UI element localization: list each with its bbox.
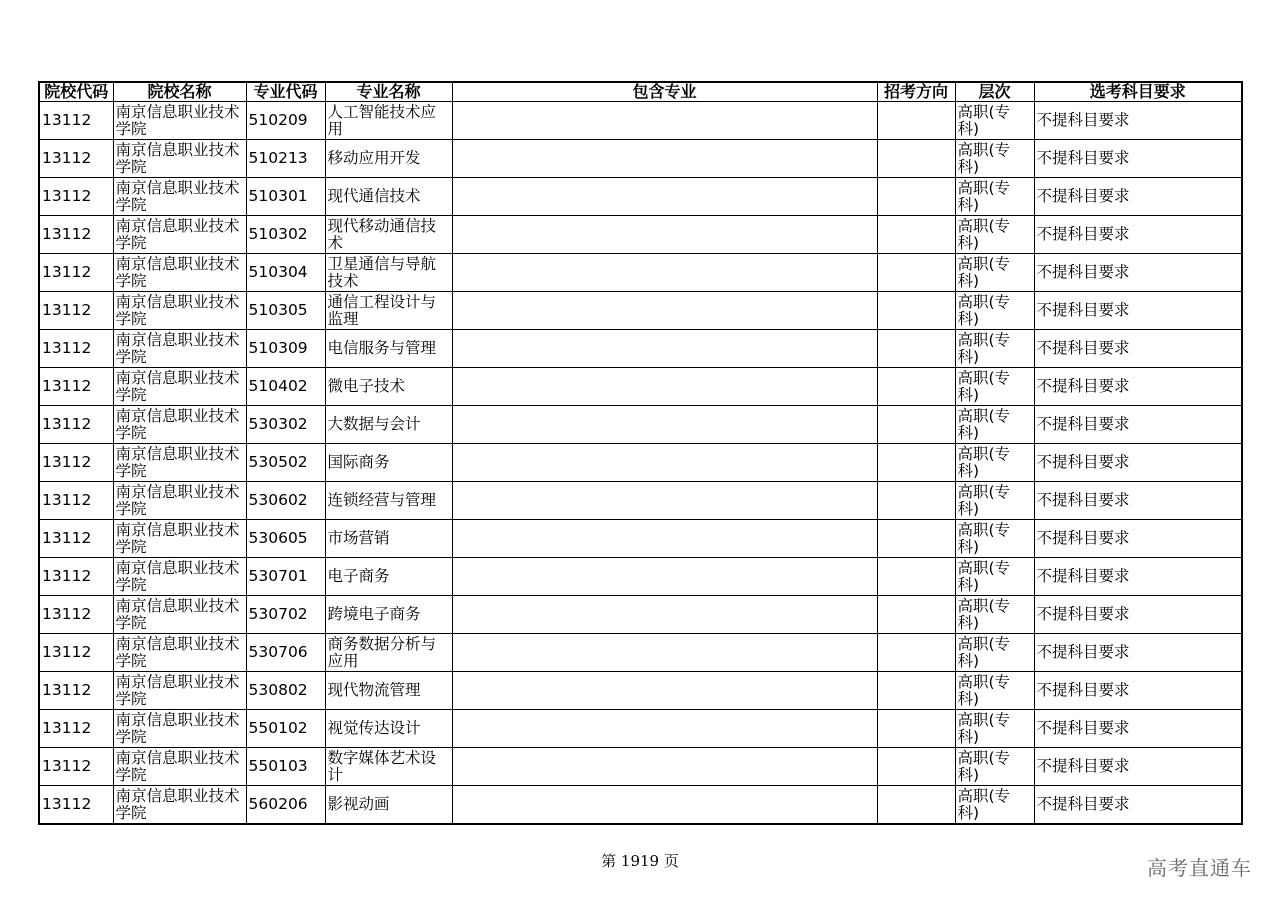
cell-included-majors xyxy=(452,102,877,140)
cell-major-code: 510302 xyxy=(246,216,325,254)
cell-major-code: 510304 xyxy=(246,254,325,292)
watermark: 高考直通车 xyxy=(1147,856,1252,880)
table-row xyxy=(39,216,1242,254)
cell-included-majors xyxy=(452,672,877,710)
table-row xyxy=(39,710,1242,748)
cell-major-code: 530302 xyxy=(246,406,325,444)
cell-school-name: 南京信息职业技术学院 xyxy=(113,140,246,178)
cell-school-name: 南京信息职业技术学院 xyxy=(113,292,246,330)
cell-direction xyxy=(877,520,955,558)
cell-school-code: 13112 xyxy=(39,254,113,292)
cell-school-name: 南京信息职业技术学院 xyxy=(113,596,246,634)
cell-level: 高职(专科) xyxy=(955,140,1034,178)
cell-requirement: 不提科目要求 xyxy=(1034,558,1242,596)
cell-level: 高职(专科) xyxy=(955,330,1034,368)
cell-requirement: 不提科目要求 xyxy=(1034,482,1242,520)
cell-requirement: 不提科目要求 xyxy=(1034,596,1242,634)
cell-included-majors xyxy=(452,330,877,368)
cell-requirement: 不提科目要求 xyxy=(1034,748,1242,786)
cell-major-name: 大数据与会计 xyxy=(325,406,452,444)
cell-major-code: 530605 xyxy=(246,520,325,558)
cell-requirement: 不提科目要求 xyxy=(1034,292,1242,330)
cell-school-name: 南京信息职业技术学院 xyxy=(113,102,246,140)
cell-direction xyxy=(877,216,955,254)
cell-school-name: 南京信息职业技术学院 xyxy=(113,672,246,710)
cell-requirement: 不提科目要求 xyxy=(1034,786,1242,825)
admission-table xyxy=(38,81,1243,825)
header-school-code: 院校代码 xyxy=(39,82,113,102)
cell-level: 高职(专科) xyxy=(955,482,1034,520)
cell-major-code: 510213 xyxy=(246,140,325,178)
header-row xyxy=(39,82,1242,102)
cell-major-code: 510301 xyxy=(246,178,325,216)
cell-school-name: 南京信息职业技术学院 xyxy=(113,748,246,786)
cell-requirement: 不提科目要求 xyxy=(1034,672,1242,710)
cell-direction xyxy=(877,596,955,634)
page-number: 第 1919 页 xyxy=(601,852,679,870)
cell-major-name: 现代通信技术 xyxy=(325,178,452,216)
cell-requirement: 不提科目要求 xyxy=(1034,406,1242,444)
cell-included-majors xyxy=(452,368,877,406)
cell-included-majors xyxy=(452,140,877,178)
cell-level: 高职(专科) xyxy=(955,748,1034,786)
cell-direction xyxy=(877,330,955,368)
cell-major-code: 560206 xyxy=(246,786,325,825)
cell-major-code: 550102 xyxy=(246,710,325,748)
cell-requirement: 不提科目要求 xyxy=(1034,520,1242,558)
cell-school-code: 13112 xyxy=(39,786,113,825)
cell-school-code: 13112 xyxy=(39,292,113,330)
cell-major-name: 卫星通信与导航技术 xyxy=(325,254,452,292)
cell-level: 高职(专科) xyxy=(955,520,1034,558)
cell-direction xyxy=(877,368,955,406)
cell-school-code: 13112 xyxy=(39,596,113,634)
cell-level: 高职(专科) xyxy=(955,254,1034,292)
table-row xyxy=(39,292,1242,330)
cell-major-name: 视觉传达设计 xyxy=(325,710,452,748)
cell-requirement: 不提科目要求 xyxy=(1034,140,1242,178)
cell-direction xyxy=(877,786,955,825)
cell-requirement: 不提科目要求 xyxy=(1034,368,1242,406)
cell-direction xyxy=(877,406,955,444)
table-row xyxy=(39,520,1242,558)
cell-major-name: 现代移动通信技术 xyxy=(325,216,452,254)
table-row xyxy=(39,634,1242,672)
header-school-name: 院校名称 xyxy=(113,82,246,102)
cell-included-majors xyxy=(452,520,877,558)
cell-school-code: 13112 xyxy=(39,672,113,710)
cell-direction xyxy=(877,634,955,672)
cell-major-name: 现代物流管理 xyxy=(325,672,452,710)
cell-included-majors xyxy=(452,596,877,634)
cell-included-majors xyxy=(452,710,877,748)
cell-included-majors xyxy=(452,748,877,786)
cell-major-code: 510209 xyxy=(246,102,325,140)
cell-level: 高职(专科) xyxy=(955,596,1034,634)
table-row xyxy=(39,368,1242,406)
cell-major-name: 影视动画 xyxy=(325,786,452,825)
header-major-code: 专业代码 xyxy=(246,82,325,102)
cell-school-name: 南京信息职业技术学院 xyxy=(113,482,246,520)
cell-level: 高职(专科) xyxy=(955,216,1034,254)
cell-school-code: 13112 xyxy=(39,330,113,368)
cell-school-code: 13112 xyxy=(39,368,113,406)
cell-requirement: 不提科目要求 xyxy=(1034,216,1242,254)
cell-included-majors xyxy=(452,482,877,520)
cell-major-name: 数字媒体艺术设计 xyxy=(325,748,452,786)
cell-level: 高职(专科) xyxy=(955,558,1034,596)
cell-school-name: 南京信息职业技术学院 xyxy=(113,368,246,406)
cell-major-code: 530702 xyxy=(246,596,325,634)
cell-direction xyxy=(877,178,955,216)
cell-included-majors xyxy=(452,406,877,444)
table-row xyxy=(39,406,1242,444)
cell-requirement: 不提科目要求 xyxy=(1034,330,1242,368)
cell-major-code: 530701 xyxy=(246,558,325,596)
cell-major-name: 跨境电子商务 xyxy=(325,596,452,634)
table-row xyxy=(39,748,1242,786)
cell-major-name: 连锁经营与管理 xyxy=(325,482,452,520)
cell-direction xyxy=(877,672,955,710)
cell-school-code: 13112 xyxy=(39,748,113,786)
cell-school-name: 南京信息职业技术学院 xyxy=(113,634,246,672)
cell-level: 高职(专科) xyxy=(955,710,1034,748)
cell-school-code: 13112 xyxy=(39,634,113,672)
cell-included-majors xyxy=(452,254,877,292)
cell-major-name: 移动应用开发 xyxy=(325,140,452,178)
cell-level: 高职(专科) xyxy=(955,178,1034,216)
cell-major-name: 电信服务与管理 xyxy=(325,330,452,368)
cell-school-code: 13112 xyxy=(39,140,113,178)
cell-school-name: 南京信息职业技术学院 xyxy=(113,330,246,368)
cell-major-name: 电子商务 xyxy=(325,558,452,596)
cell-direction xyxy=(877,558,955,596)
cell-major-name: 市场营销 xyxy=(325,520,452,558)
cell-requirement: 不提科目要求 xyxy=(1034,634,1242,672)
cell-direction xyxy=(877,710,955,748)
cell-requirement: 不提科目要求 xyxy=(1034,710,1242,748)
cell-school-code: 13112 xyxy=(39,710,113,748)
cell-major-code: 510305 xyxy=(246,292,325,330)
cell-level: 高职(专科) xyxy=(955,672,1034,710)
cell-level: 高职(专科) xyxy=(955,786,1034,825)
table-row xyxy=(39,786,1242,825)
table-row xyxy=(39,254,1242,292)
cell-school-name: 南京信息职业技术学院 xyxy=(113,216,246,254)
cell-major-code: 530802 xyxy=(246,672,325,710)
cell-school-name: 南京信息职业技术学院 xyxy=(113,444,246,482)
cell-school-name: 南京信息职业技术学院 xyxy=(113,406,246,444)
cell-major-name: 商务数据分析与应用 xyxy=(325,634,452,672)
cell-school-name: 南京信息职业技术学院 xyxy=(113,786,246,825)
cell-requirement: 不提科目要求 xyxy=(1034,178,1242,216)
table-row xyxy=(39,178,1242,216)
table-body xyxy=(39,102,1242,825)
table-row xyxy=(39,558,1242,596)
cell-major-code: 530706 xyxy=(246,634,325,672)
cell-major-name: 微电子技术 xyxy=(325,368,452,406)
header-direction: 招考方向 xyxy=(877,82,955,102)
cell-requirement: 不提科目要求 xyxy=(1034,444,1242,482)
cell-direction xyxy=(877,748,955,786)
cell-direction xyxy=(877,482,955,520)
cell-school-code: 13112 xyxy=(39,482,113,520)
cell-school-name: 南京信息职业技术学院 xyxy=(113,520,246,558)
table-row xyxy=(39,140,1242,178)
cell-school-code: 13112 xyxy=(39,520,113,558)
header-included-majors: 包含专业 xyxy=(452,82,877,102)
cell-school-name: 南京信息职业技术学院 xyxy=(113,254,246,292)
cell-level: 高职(专科) xyxy=(955,634,1034,672)
cell-school-name: 南京信息职业技术学院 xyxy=(113,178,246,216)
cell-included-majors xyxy=(452,786,877,825)
cell-direction xyxy=(877,140,955,178)
cell-school-code: 13112 xyxy=(39,216,113,254)
cell-school-code: 13112 xyxy=(39,406,113,444)
cell-level: 高职(专科) xyxy=(955,102,1034,140)
cell-school-code: 13112 xyxy=(39,102,113,140)
cell-level: 高职(专科) xyxy=(955,292,1034,330)
table-row xyxy=(39,102,1242,140)
header-major-name: 专业名称 xyxy=(325,82,452,102)
cell-included-majors xyxy=(452,216,877,254)
cell-level: 高职(专科) xyxy=(955,368,1034,406)
cell-direction xyxy=(877,292,955,330)
cell-major-name: 通信工程设计与监理 xyxy=(325,292,452,330)
cell-major-code: 510402 xyxy=(246,368,325,406)
table-row xyxy=(39,330,1242,368)
cell-major-code: 530602 xyxy=(246,482,325,520)
cell-level: 高职(专科) xyxy=(955,406,1034,444)
cell-requirement: 不提科目要求 xyxy=(1034,102,1242,140)
cell-major-name: 人工智能技术应用 xyxy=(325,102,452,140)
cell-level: 高职(专科) xyxy=(955,444,1034,482)
cell-school-name: 南京信息职业技术学院 xyxy=(113,558,246,596)
cell-included-majors xyxy=(452,292,877,330)
table-row xyxy=(39,482,1242,520)
cell-school-code: 13112 xyxy=(39,444,113,482)
cell-direction xyxy=(877,102,955,140)
cell-school-code: 13112 xyxy=(39,178,113,216)
table-row xyxy=(39,672,1242,710)
cell-major-code: 550103 xyxy=(246,748,325,786)
cell-major-name: 国际商务 xyxy=(325,444,452,482)
cell-direction xyxy=(877,444,955,482)
cell-major-code: 530502 xyxy=(246,444,325,482)
table-row xyxy=(39,596,1242,634)
cell-included-majors xyxy=(452,178,877,216)
cell-school-name: 南京信息职业技术学院 xyxy=(113,710,246,748)
header-requirement: 选考科目要求 xyxy=(1034,82,1242,102)
cell-included-majors xyxy=(452,558,877,596)
header-level: 层次 xyxy=(955,82,1034,102)
table-row xyxy=(39,444,1242,482)
cell-school-code: 13112 xyxy=(39,558,113,596)
cell-direction xyxy=(877,254,955,292)
cell-requirement: 不提科目要求 xyxy=(1034,254,1242,292)
cell-major-code: 510309 xyxy=(246,330,325,368)
cell-included-majors xyxy=(452,634,877,672)
cell-included-majors xyxy=(452,444,877,482)
